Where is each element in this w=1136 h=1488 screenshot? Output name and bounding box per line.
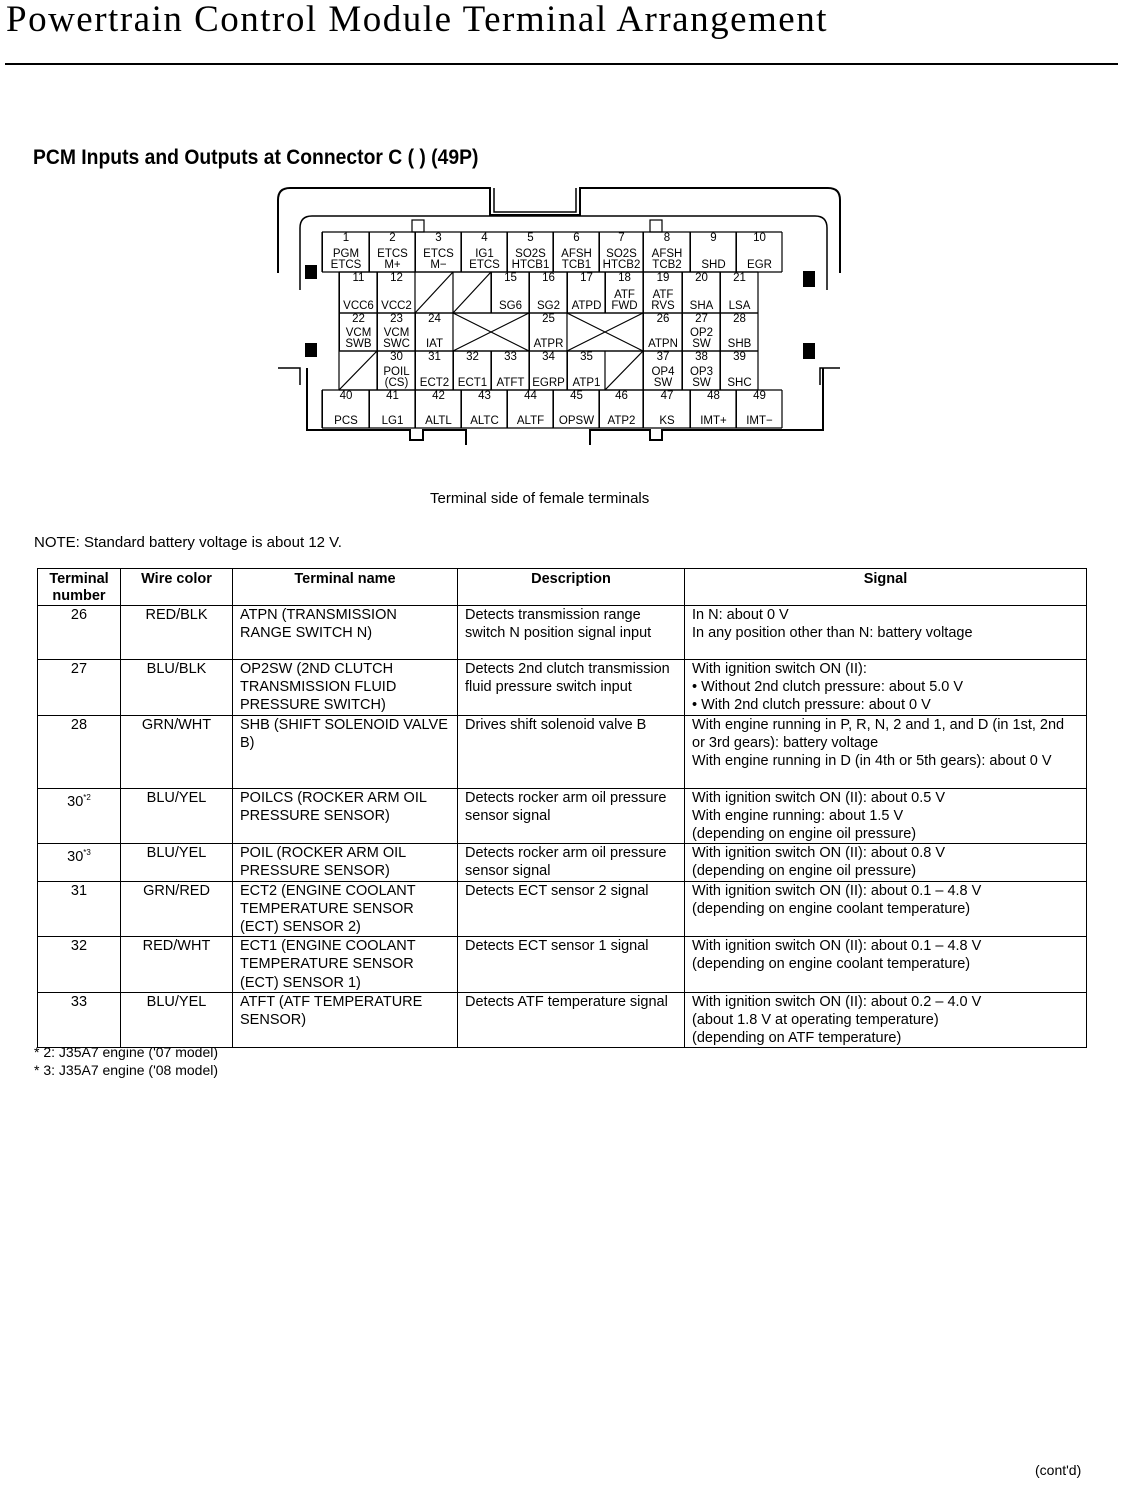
cell-terminal-number: [38, 788, 121, 844]
footnote-ref: *3: [83, 848, 91, 858]
terminal-label: HTCB2: [602, 259, 641, 271]
cell-wire-color: GRN/RED: [121, 881, 233, 937]
terminal-label-group: [644, 249, 690, 271]
terminal-46: [599, 390, 643, 428]
terminal-number: 25: [542, 313, 555, 325]
terminal-43: [461, 390, 507, 428]
terminal-label: FWD: [611, 300, 638, 312]
terminal-label-group: [683, 328, 720, 350]
terminal-label: OP3: [689, 366, 713, 378]
terminal-label: IAT: [425, 338, 444, 350]
terminal-label-group: [530, 339, 567, 350]
terminal-number: 3: [435, 232, 442, 244]
table-row: [38, 606, 1087, 660]
terminal-42: [415, 390, 461, 428]
cell-signal: [685, 844, 1087, 881]
terminal-number: 31: [428, 351, 441, 363]
table-header-row: [38, 569, 1087, 606]
terminal-label: ECT1: [457, 377, 488, 389]
terminal-label: SHA: [689, 300, 714, 312]
terminal-label: ATF: [652, 289, 674, 301]
terminal-number: 28: [70, 716, 88, 733]
terminal-label: OPSW: [558, 415, 595, 427]
cell-description: Detects ECT sensor 1 signal: [458, 937, 685, 993]
terminal-label-group: [492, 378, 529, 389]
terminal-label: OP4: [651, 366, 675, 378]
terminal-24: [415, 313, 453, 351]
cell-wire-color: RED/BLK: [121, 606, 233, 660]
terminal-number: 6: [573, 232, 580, 244]
terminal-label-group: [378, 301, 415, 312]
cell-terminal-name: ATPN (TRANSMISSION RANGE SWITCH N): [233, 606, 458, 660]
terminal-label: SW: [653, 377, 673, 389]
terminal-number: 45: [570, 390, 583, 402]
terminal-number: 40: [339, 390, 353, 402]
terminal-number: 30: [67, 793, 84, 810]
continued-label: (cont'd): [1035, 1462, 1082, 1478]
table-row: [38, 715, 1087, 788]
signal-line: (about 1.8 V at operating temperature): [692, 1012, 939, 1029]
terminal-label: SO2S: [515, 248, 546, 260]
terminal-label: LG1: [381, 415, 404, 427]
terminal-number: 8: [663, 232, 671, 244]
terminal-19: [643, 272, 682, 313]
terminal-label-group: [378, 328, 415, 350]
terminal-label-group: [554, 416, 599, 427]
terminal-number: 32: [70, 938, 88, 955]
terminal-33: [491, 351, 529, 390]
terminal-number: 23: [390, 313, 403, 325]
terminal-label: SHC: [727, 377, 752, 389]
signal-line: With ignition switch ON (II): about 0.1 – 4.8 V: [692, 882, 982, 899]
terminal-number: 32: [466, 351, 479, 363]
terminal-number: 30: [67, 849, 84, 866]
signal-line: With ignition switch ON (II): about 0.8 V: [692, 845, 946, 862]
signal-line: • With 2nd clutch pressure: about 0 V: [692, 697, 931, 714]
cell-terminal-number: [38, 937, 121, 993]
terminal-label: M−: [430, 259, 447, 271]
signal-line: (depending on engine coolant temperature): [692, 900, 971, 917]
header-description: Description: [458, 569, 685, 606]
signal-line: With engine running in D (in 4th or 5th gears): about 0 V: [692, 753, 1052, 770]
terminal-number: 39: [733, 351, 746, 363]
terminal-32: [453, 351, 491, 390]
footnote-2: * 2: J35A7 engine ('07 model): [34, 1044, 219, 1060]
cell-signal: [685, 606, 1087, 660]
terminal-number: 27: [70, 661, 88, 677]
terminal-label: IMT−: [746, 415, 773, 427]
signal-line: (depending on ATF temperature): [692, 1030, 902, 1047]
terminal-label-group: [691, 416, 736, 427]
cell-description: Detects rocker arm oil pressure sensor signal: [458, 788, 685, 844]
terminal-number: 26: [70, 607, 88, 623]
terminal-16: [529, 272, 567, 313]
terminal-number: 19: [656, 272, 670, 284]
terminal-7: [599, 232, 643, 272]
table-row: [38, 844, 1087, 881]
terminal-table: [37, 568, 1087, 1048]
terminal-number: 22: [352, 313, 365, 325]
terminal-number: 10: [753, 232, 766, 244]
signal-line: In N: about 0 V: [692, 607, 789, 623]
terminal-number: 1: [342, 232, 350, 244]
terminal-label-group: [600, 249, 643, 271]
terminal-label-group: [340, 301, 377, 312]
terminal-26: [643, 313, 682, 351]
table-row: [38, 788, 1087, 844]
terminal-label: EGRP: [532, 377, 565, 389]
terminal-number: 35: [580, 351, 593, 363]
cell-terminal-name: SHB (SHIFT SOLENOID VALVE B): [233, 715, 458, 788]
terminal-number: 17: [580, 272, 593, 284]
terminal-27: [682, 313, 720, 351]
terminal-label-group: [644, 290, 682, 312]
terminal-1: [322, 232, 369, 272]
terminal-11: [339, 272, 377, 313]
terminal-label-group: [454, 378, 491, 389]
signal-line: (depending on engine oil pressure): [692, 863, 917, 880]
terminal-label-group: [370, 249, 415, 271]
footnote-3: * 3: J35A7 engine ('08 model): [34, 1062, 219, 1078]
terminal-label-group: [644, 416, 690, 427]
cell-terminal-number: [38, 992, 121, 1048]
terminal-label: EGR: [747, 259, 772, 271]
terminal-number: 44: [524, 390, 537, 402]
terminal-5: [507, 232, 553, 272]
terminal-35: [567, 351, 605, 390]
table-row: [38, 992, 1087, 1048]
terminal-label: OP2: [689, 327, 713, 339]
terminal-label: ETCS: [377, 248, 408, 260]
terminal-number: 26: [656, 313, 670, 325]
terminal-number: 21: [733, 272, 746, 284]
signal-line: With engine running: about 1.5 V: [692, 807, 904, 824]
cell-terminal-name: ECT2 (ENGINE COOLANT TEMPERATURE SENSOR (ECT) SENSOR 2): [233, 881, 458, 937]
terminal-label: SG2: [536, 300, 560, 312]
terminal-15: [491, 272, 529, 313]
terminal-41: [369, 390, 415, 428]
terminal-label: ETCS: [469, 259, 500, 271]
terminal-label: VCM: [383, 327, 410, 339]
terminal-label: ALTF: [516, 415, 545, 427]
terminal-number: 30: [390, 351, 403, 363]
signal-line: With ignition switch ON (II): about 0.5 V: [692, 789, 946, 806]
cell-signal: [685, 715, 1087, 788]
cell-description: Detects transmission range switch N position signal input: [458, 606, 685, 660]
terminal-label-group: [462, 249, 507, 271]
terminal-label-group: [462, 416, 507, 427]
terminal-label: VCM: [345, 327, 372, 339]
cell-terminal-name: POILCS (ROCKER ARM OIL PRESSURE SENSOR): [233, 788, 458, 844]
terminal-number: 2: [389, 232, 396, 244]
cell-wire-color: BLU/YEL: [121, 788, 233, 844]
terminal-38: [682, 351, 720, 390]
grid-line: [339, 351, 377, 390]
signal-line: (depending on engine coolant temperature): [692, 956, 971, 973]
page-title: Powertrain Control Module Terminal Arrangement: [6, 0, 829, 40]
terminal-number: 24: [428, 313, 441, 325]
terminal-label-group: [644, 339, 682, 350]
terminal-number: 12: [390, 272, 403, 284]
grid-line: [605, 351, 643, 390]
terminal-label: AFSH: [651, 248, 683, 260]
cell-terminal-name: ATFT (ATF TEMPERATURE SENSOR): [233, 992, 458, 1048]
cell-signal: [685, 881, 1087, 937]
terminal-label-group: [323, 416, 369, 427]
cell-signal: [685, 992, 1087, 1048]
terminal-label-group: [691, 260, 736, 271]
cell-wire-color: RED/WHT: [121, 937, 233, 993]
signal-line: • Without 2nd clutch pressure: about 5.0 V: [692, 679, 964, 696]
terminal-label-group: [683, 367, 720, 389]
terminal-number: 47: [660, 390, 674, 402]
table-row: [38, 660, 1087, 716]
terminal-4: [461, 232, 507, 272]
terminal-number: 33: [70, 993, 88, 1010]
terminal-label-group: [508, 416, 553, 427]
terminal-label: SHB: [727, 338, 752, 350]
terminal-label-group: [737, 260, 782, 271]
terminal-48: [690, 390, 736, 428]
terminal-label-group: [370, 416, 415, 427]
header-wire-color: Wire color: [121, 569, 233, 606]
terminal-label: KS: [659, 415, 675, 427]
terminal-2: [369, 232, 415, 272]
terminal-label-group: [568, 378, 605, 389]
terminal-number: 46: [615, 390, 628, 402]
terminal-label: (CS): [384, 377, 409, 389]
terminal-22: [339, 313, 377, 351]
cell-terminal-name: POIL (ROCKER ARM OIL PRESSURE SENSOR): [233, 844, 458, 881]
terminal-label: ATF: [614, 289, 635, 301]
header-terminal-name: Terminal name: [233, 569, 458, 606]
cell-signal: [685, 660, 1087, 716]
terminal-label: SG6: [498, 300, 522, 312]
cell-description: Detects 2nd clutch transmission fluid pressure switch input: [458, 660, 685, 716]
terminal-label-group: [416, 378, 453, 389]
connector-diagram: [0, 0, 1136, 460]
signal-line: With engine running in P, R, N, 2 and 1, and D (in 1st, 2nd or 3rd gears): battery voltage: [692, 716, 1065, 751]
terminal-17: [567, 272, 605, 313]
terminal-44: [507, 390, 553, 428]
terminal-number: 38: [695, 351, 708, 363]
terminal-label-group: [530, 301, 567, 312]
terminal-label: ETCS: [423, 248, 454, 260]
terminal-18: [605, 272, 643, 313]
terminal-8: [643, 232, 690, 272]
cell-wire-color: BLU/YEL: [121, 844, 233, 881]
terminal-label: TCB1: [561, 259, 592, 271]
terminal-label: SW: [692, 338, 711, 350]
terminal-39: [720, 351, 758, 390]
cell-terminal-number: [38, 606, 121, 660]
terminal-6: [553, 232, 599, 272]
cell-wire-color: BLU/BLK: [121, 660, 233, 716]
terminal-number: 49: [753, 390, 766, 402]
terminal-label: ATPN: [648, 338, 678, 350]
terminal-label-group: [378, 367, 415, 389]
cell-description: Detects rocker arm oil pressure sensor signal: [458, 844, 685, 881]
terminal-label: SO2S: [606, 248, 637, 260]
terminal-label-group: [600, 416, 643, 427]
terminal-label: IMT+: [700, 415, 727, 427]
terminal-label: ALTC: [470, 415, 499, 427]
terminal-number: 16: [542, 272, 555, 284]
cell-terminal-number: [38, 881, 121, 937]
terminal-label: SWB: [345, 338, 372, 350]
terminal-label: PCS: [334, 415, 358, 427]
terminal-label: ECT2: [419, 377, 450, 389]
terminal-number: 37: [656, 351, 670, 363]
terminal-number: 5: [527, 232, 534, 244]
terminal-number: 41: [386, 390, 399, 402]
footnote-ref: *2: [83, 792, 91, 802]
terminal-12: [377, 272, 415, 313]
terminal-20: [682, 272, 720, 313]
header-terminal-number: Terminal number: [38, 569, 121, 606]
terminal-number: 34: [542, 351, 555, 363]
terminal-label-group: [340, 328, 377, 350]
terminal-25: [529, 313, 567, 351]
cell-terminal-number: [38, 715, 121, 788]
terminal-number: 42: [432, 390, 445, 402]
cell-terminal-number: [38, 844, 121, 881]
terminal-label: VCC6: [343, 300, 374, 312]
cell-terminal-name: ECT1 (ENGINE COOLANT TEMPERATURE SENSOR (ECT) SENSOR 1): [233, 937, 458, 993]
grid-line: [415, 272, 453, 313]
terminal-number: 48: [707, 390, 720, 402]
cell-wire-color: BLU/YEL: [121, 992, 233, 1048]
terminal-31: [415, 351, 453, 390]
terminal-label: RVS: [651, 300, 675, 312]
terminal-label-group: [416, 339, 453, 350]
terminal-label-group: [721, 301, 758, 312]
cell-signal: [685, 788, 1087, 844]
terminal-label-group: [530, 378, 567, 389]
terminal-21: [720, 272, 758, 313]
terminal-10: [736, 232, 782, 272]
terminal-number: 43: [478, 390, 491, 402]
terminal-label-group: [323, 249, 369, 271]
grid-line: [453, 272, 491, 313]
cell-terminal-number: [38, 660, 121, 716]
cell-description: Drives shift solenoid valve B: [458, 715, 685, 788]
terminal-label: TCB2: [652, 259, 682, 271]
terminal-23: [377, 313, 415, 351]
terminal-30: [377, 351, 415, 390]
terminal-label: LSA: [728, 300, 751, 312]
terminal-label-group: [416, 249, 461, 271]
signal-line: (depending on engine oil pressure): [692, 826, 917, 843]
terminal-number: 31: [70, 882, 88, 899]
terminal-number: 28: [733, 313, 746, 325]
header-signal: Signal: [685, 569, 1087, 606]
terminal-label-group: [721, 378, 758, 389]
terminal-37: [643, 351, 682, 390]
terminal-number: 15: [504, 272, 517, 284]
terminal-label: PGM: [332, 248, 360, 260]
terminal-label: ETCS: [330, 259, 362, 271]
terminal-number: 11: [352, 272, 365, 284]
terminal-34: [529, 351, 567, 390]
terminal-label: VCC2: [381, 300, 412, 312]
terminal-label-group: [721, 339, 758, 350]
signal-line: In any position other than N: battery voltage: [692, 625, 973, 642]
cell-terminal-name: OP2SW (2ND CLUTCH TRANSMISSION FLUID PRESSURE SWITCH): [233, 660, 458, 716]
terminal-3: [415, 232, 461, 272]
terminal-label: ATP1: [572, 377, 601, 389]
terminal-label-group: [568, 301, 605, 312]
terminal-label: ALTL: [425, 415, 452, 427]
terminal-label: M+: [384, 259, 401, 271]
note: NOTE: Standard battery voltage is about 12 V.: [34, 534, 342, 551]
terminal-label: SW: [692, 377, 711, 389]
terminal-label: POIL: [383, 366, 410, 378]
cell-signal: [685, 937, 1087, 993]
terminal-number: 4: [481, 232, 488, 244]
terminal-number: 9: [710, 232, 717, 244]
terminal-label-group: [644, 367, 682, 389]
terminal-9: [690, 232, 736, 272]
terminal-label-group: [683, 301, 720, 312]
signal-line: With ignition switch ON (II): about 0.2 – 4.0 V: [692, 993, 982, 1010]
cell-description: Detects ATF temperature signal: [458, 992, 685, 1048]
terminal-label: SWC: [383, 338, 410, 350]
terminal-label-group: [492, 301, 529, 312]
signal-line: With ignition switch ON (II): about 0.1 – 4.8 V: [692, 938, 982, 955]
cell-wire-color: GRN/WHT: [121, 715, 233, 788]
terminal-number: 18: [618, 272, 631, 284]
terminal-45: [553, 390, 599, 428]
terminal-label-group: [508, 249, 553, 271]
terminal-47: [643, 390, 690, 428]
diagram-caption: Terminal side of female terminals: [430, 490, 650, 507]
terminal-label: ATP2: [607, 415, 636, 427]
terminal-28: [720, 313, 758, 351]
terminal-label: SHD: [701, 259, 726, 271]
terminal-label-group: [737, 416, 782, 427]
cell-description: Detects ECT sensor 2 signal: [458, 881, 685, 937]
terminal-label: IG1: [475, 248, 494, 260]
terminal-40: [322, 390, 369, 428]
terminal-49: [736, 390, 782, 428]
terminal-number: 20: [695, 272, 708, 284]
terminal-label: HTCB1: [511, 259, 550, 271]
section-title: PCM Inputs and Outputs at Connector C ( ) (49P): [33, 146, 479, 169]
terminal-label-group: [416, 416, 461, 427]
terminal-number: 27: [695, 313, 708, 325]
table-row: [38, 937, 1087, 993]
terminal-label-group: [554, 249, 599, 271]
terminal-label: ATFT: [496, 377, 525, 389]
terminal-number: 7: [618, 232, 625, 244]
terminal-label-group: [606, 290, 643, 312]
terminal-label: AFSH: [561, 248, 592, 260]
signal-line: With ignition switch ON (II):: [692, 661, 867, 677]
terminal-label: ATPD: [571, 300, 602, 312]
terminal-label: ATPR: [533, 338, 564, 350]
table-row: [38, 881, 1087, 937]
terminal-number: 33: [504, 351, 517, 363]
